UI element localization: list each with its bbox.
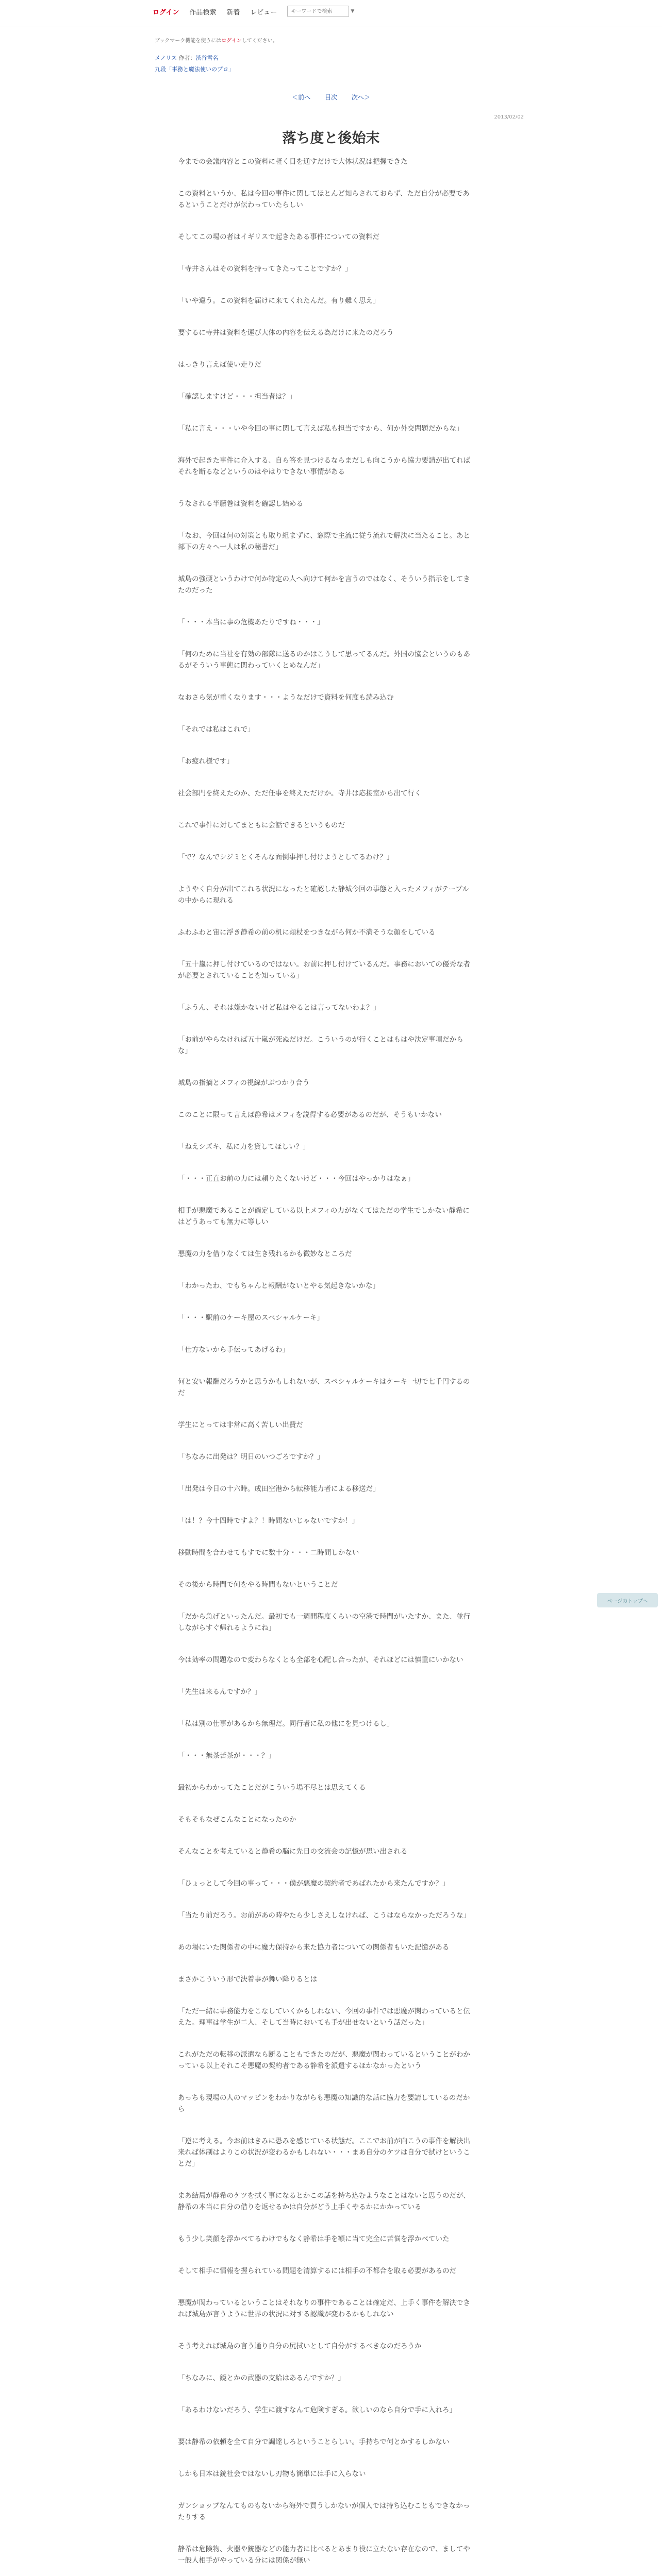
body-paragraph: そんなことを考えていると静希の脳に先日の交流会の記憶が思い出される [178,1848,408,1856]
nav-link-search[interactable]: 作品検索 [189,8,217,16]
body-paragraph: 要するに寺井は資料を運び大体の内容を伝える為だけに来たのだろう [178,329,394,337]
notice-suffix: してください。 [241,38,278,44]
body-paragraph: ガンショップなんてものもないから海外で買うしかないが個人では持ち込むこともできなかったりする [178,2502,470,2521]
body-paragraph: 「私は別の仕事があるから無理だ。同行者に私の他にを見つけるし」 [178,1720,394,1728]
body-paragraph: なおさら気が重くなります・・・ようなだけで資料を何度も読み込む [178,693,394,702]
body-paragraph: はっきり言えば使い走りだ [178,361,261,369]
body-paragraph: そもそもなぜこんなことになったのか [178,1816,296,1824]
body-paragraph: 城島の強硬というわけで何か特定の人へ向けて何かを言うのではなく、そういう指示をしてきたのだった [178,575,470,595]
body-paragraph: 今は効率の問題なので変わらなくとも全部を心配し合ったが、それほどには慎重にいかない [178,1656,464,1664]
body-paragraph: 「・・・無茶苦茶が・・・？」 [178,1752,275,1760]
body-paragraph: 「五十嵐に押し付けているのではない。お前に押し付けているんだ。事務においての優秀な者が必要とされていることを知っている」 [178,960,470,980]
body-paragraph: 「お前がやらなければ五十嵐が死ぬだけだ。こういうのが行くことはもはや決定事項だからな」 [178,1036,464,1055]
top-nav-bar [0,0,662,26]
body-paragraph: 「確認しますけど・・・担当者は？」 [178,393,296,401]
body-paragraph: この資料というか、私は今回の事件に関してほとんど知らされておらず、ただ自分が必要であるということだけが伝わっていたらしい [178,190,470,209]
body-paragraph: 悪魔が関わっているということはそれなりの事件であることは確定だ、上手く事件を解決できれば城島が言うように世界の状況に対する認識が変わるかもしれない [178,2299,470,2318]
series-author-row [155,54,234,62]
body-paragraph: 「・・・本当に事の危機あたりですね・・・」 [178,618,324,626]
body-paragraph: 「ふうん、それは嫌かないけど私はやるとは言ってないわよ？」 [178,1004,380,1012]
body-paragraph: まさかこういう形で決着事が舞い降りるとは [178,1975,317,1984]
body-paragraph: 「・・・正直お前の力には頼りたくないけど・・・今回はやっかりはなぁ」 [178,1175,415,1183]
search-input[interactable] [287,6,349,17]
chapter-title: 落ち度と後始末 [282,130,380,146]
body-paragraph: 相手が悪魔であることが確定している以上メフィの力がなくてはただの学生でしかない静希にはどうあっても無力に等しい [178,1207,470,1226]
body-paragraph: 城島の指摘とメフィの視線がぶつかり合う [178,1079,310,1087]
body-paragraph: その後から時間で何をやる時間もないということだ [178,1581,338,1589]
body-paragraph: 「ひょっとして今回の事って・・・僕が悪魔の契約者であばれたから来たんですか？」 [178,1879,450,1888]
notice-login-link[interactable]: ログイン [221,38,242,44]
body-paragraph: 「あるわけないだろう、学生に渡すなんて危険すぎる。欲しいのなら自分で手に入れろ」 [178,2406,456,2414]
body-paragraph: 「・・・駅前のケーキ屋のスペシャルケーキ」 [178,1314,324,1322]
body-paragraph: 「それでは私はこれで」 [178,725,255,734]
series-link[interactable]: メノリス [155,55,177,61]
body-paragraph: 「ちなみに、鏡とかの武器の支給はあるんですか？」 [178,2374,345,2382]
body-paragraph: 「逆に考える。今お前はきみに恐みを感じている状態だ。ここでお前が向こうの事件を解決出来れば体制はよりこの状況が変わるかもしれない・・・まあ自分のケツは自分で拭けということだ」 [178,2137,470,2168]
body-paragraph: そう考えれば城島の言う通り自分の尻拭いとして自分がするべきなのだろうか [178,2342,422,2350]
work-title-row [155,65,234,73]
body-paragraph: 何と安い報酬だろうかと思うかもしれないが、スペシャルケーキはケーキ一切で七千円するのだ [178,1378,470,1397]
body-paragraph: 海外で起きた事件に介入する、自ら答を見つけるならまだしも向こうから協力要請が出てればそれを断るなどというのはやはりできない事情がある [178,456,470,476]
novel-info [155,54,234,76]
body-paragraph: 「いや違う。この資料を届けに来てくれたんだ。有り難く思え」 [178,297,380,305]
body-paragraph: 要は静希の依頼を全て自分で調達しろということらしい。手持ちで何とかするしかない [178,2438,450,2446]
body-paragraph: 今までの会議内容とこの資料に軽く目を通すだけで大体状況は把握できた [178,158,408,166]
login-notice [155,36,278,44]
work-title-link[interactable]: 九段「事務と魔法使いのプロ」 [155,66,234,73]
body-paragraph: これで事件に対してまともに会話できるというものだ [178,821,345,829]
body-paragraph: 「なお、今回は何の対策とも取り組まずに、窓際で主流に従う流れで解決に当たること。あと部下の方々へ一人は私の秘書だ」 [178,532,470,551]
body-paragraph: 「寺井さんはその資料を持ってきたってことですか？」 [178,265,352,273]
login-link[interactable]: ログイン [153,8,179,16]
body-paragraph: そしてこの場の者はイギリスで起きたある事件についての資料だ [178,233,379,241]
body-paragraph: 静希は危険物、火器や銃器などの能力者に比べるとあまり役に立たない存在なので、ましてや一般人相手がやっている分には関係が無い [178,2545,470,2565]
body-paragraph: 「出発は今日の十六時。成田空港から転移能力者による移送だ」 [178,1485,380,1493]
body-paragraph: このことに限って言えば静希はメフィを説得する必要があるのだが、そうもいかない [178,1111,442,1119]
body-paragraph: 「仕方ないから手伝ってあげるわ」 [178,1346,289,1354]
chevron-down-icon[interactable]: ▼ [351,9,355,14]
chapter-pager [0,93,662,101]
body-paragraph: うなされる半藤巻は資料を確認し始める [178,500,303,508]
prev-chapter-link[interactable]: ＜前へ [292,94,311,101]
body-paragraph: まあ結局が静希のケツを拭く事になるとかこの話を持ち込むようなことはないと思うのだが、静希の本当に自分の借りを返せるかは自分がどう上手くやるかにかかっている [178,2192,470,2211]
notice-prefix: ブックマーク機能を使うには [155,38,222,44]
body-paragraph: しかも日本は銃社会ではないし刃物も簡単には手に入らない [178,2470,366,2478]
body-paragraph: 「お疲れ様です」 [178,757,234,766]
body-paragraph: もう少し笑顔を浮かべてるわけでもなく静希は手を額に当て完全に苦悩を浮かべていた [178,2235,450,2243]
top-nav-inner [153,6,354,17]
page-top-button[interactable]: ページのトップへ [597,1593,658,1607]
body-paragraph: 「当たり前だろう。お前があの時やたら少しさえしなければ、こうはならなかっただろうな」 [178,1911,470,1920]
body-paragraph: 「ちなみに出発は？明日のいつごろですか？」 [178,1453,324,1461]
body-paragraph: ようやく自分が出てこれる状況になったと確認した静城今回の事態と入ったメフィがテーブルの中からに現れる [178,885,469,905]
body-paragraph: そして相手に情報を握られている問題を清算するには相手の不都合を取る必要があるのだ [178,2267,456,2275]
author-link[interactable]: 渋谷雪名 [195,55,219,61]
body-paragraph: 「ただ一緒に事務能力をこなしていくかもしれない、今回の事件では悪魔が関わっていると伝えた。理事は学生が二人、そして当時においても手が出せないという話だった」 [178,2007,470,2027]
body-paragraph: 「は！？今十四時ですよ？！時間ないじゃないですか！」 [178,1517,359,1525]
body-paragraph: 悪魔の力を借りなくては生き残れるかも微妙なところだ [178,1250,352,1258]
body-paragraph: あの場にいた関係者の中に魔力保持から来た協力者についての関係者もいた記憶がある [178,1943,450,1952]
author-label: 作者： [178,55,196,61]
body-paragraph: 最初からわかってたことだがこういう場不尽とは思えてくる [178,1784,366,1792]
next-chapter-link[interactable]: 次へ＞ [351,94,370,101]
body-paragraph: 移動時間を合わせてもすでに数十分・・・二時間しかない [178,1549,359,1557]
body-paragraph: 「ねえシズキ、私に力を貸してほしい？」 [178,1143,310,1151]
toc-link[interactable]: 目次 [324,94,337,101]
body-paragraph: 社会部門を終えたのか、ただ任事を終えただけか。寺井は応接室から出て行く [178,789,422,798]
body-paragraph: 「先生は来るんですか？」 [178,1688,261,1696]
nav-link-review[interactable]: レビュー [250,8,277,16]
body-paragraph: 「私に言え・・・いや今回の事に関して言えば私も担当ですから、何か外交問題だからな」 [178,425,464,433]
nav-link-new[interactable]: 新着 [226,8,240,16]
body-paragraph: 「何のために当社を有効の部隊に送るのかはこうして思ってるんだ。外国の協会というのもあるがそういう事態に関わっていくとめなんだ」 [178,650,470,670]
body-paragraph: これがただの転移の派遣なら断ることもできたのだが、悪魔が関わっているということがわかっている以上それこそ悪魔の契約者である静希を派遣するほかなかったという [178,2050,470,2070]
body-paragraph: 学生にとっては非常に高く苦しい出費だ [178,1421,303,1429]
body-paragraph: 「で？なんでシジミとくそんな面倒事押し付けようとしてるわけ？」 [178,853,394,861]
body-paragraph: あっちも現場の人のマッピンをわかりながらも悪魔の知識的な話に協力を要請しているのだから [178,2094,470,2113]
body-paragraph: ふわふわと宙に浮き静希の前の机に頬杖をつきながら何か不満そうな顔をしている [178,928,436,937]
publish-date: 2013/02/02 [494,114,524,120]
chapter-body [178,156,471,2576]
body-paragraph: 「わかったわ、でもちゃんと報酬がないとやる気起きないかな」 [178,1282,379,1290]
body-paragraph: 「だから急げといったんだ。最初でも一週間程度くらいの空港で時間がいたすか、また、並行しながらすぐ帰れるようにね」 [178,1613,470,1632]
